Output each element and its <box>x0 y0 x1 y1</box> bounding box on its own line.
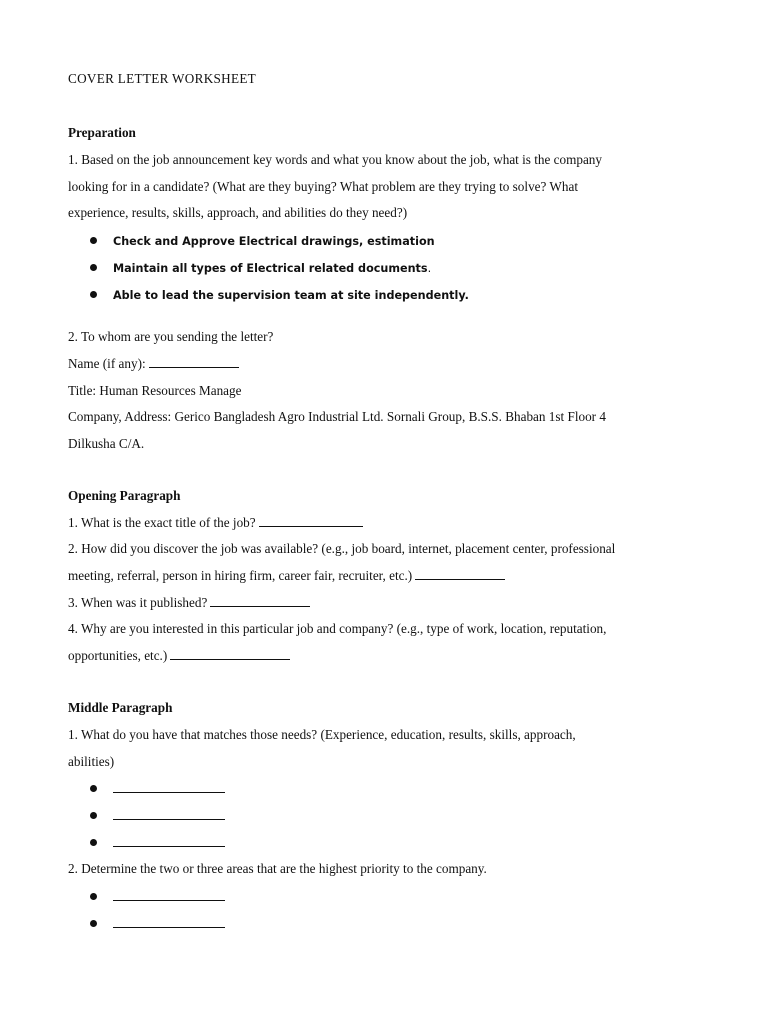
list-item <box>68 775 708 802</box>
published-date-blank[interactable] <box>210 594 310 607</box>
answer-blank[interactable] <box>113 780 225 793</box>
recipient-title-line: Title: Human Resources Manage <box>68 382 242 398</box>
answer-text: Able to lead the supervision team at site independently. <box>113 289 469 303</box>
list-item <box>68 802 708 829</box>
name-blank[interactable] <box>149 355 239 368</box>
opening-question-1-text: 1. What is the exact title of the job? <box>68 514 256 530</box>
middle-question-1-line-2: abilities) <box>68 753 115 769</box>
answer-text-tail: . <box>427 262 432 276</box>
opening-question-2-line-2 <box>68 563 708 590</box>
list-item <box>68 883 708 910</box>
name-label: Name (if any): <box>68 355 146 371</box>
list-item <box>68 254 708 281</box>
answer-blank[interactable] <box>113 888 225 901</box>
list-item <box>68 281 708 308</box>
bullet-icon <box>90 264 97 271</box>
preparation-question-1-line-3: experience, results, skills, approach, and abilities do they need?) <box>68 205 408 221</box>
middle-question-2: 2. Determine the two or three areas that are the highest priority to the company. <box>68 861 487 877</box>
answer-blank[interactable] <box>113 807 225 820</box>
company-address-line-1: Company, Address: Gerico Bangladesh Agro Industrial Ltd. Sornali Group, B.S.S. Bhaban 1st Floor 4 <box>68 409 606 425</box>
middle-answer-list-1 <box>68 775 708 856</box>
bullet-icon <box>90 839 97 846</box>
middle-answer-list-2 <box>68 883 708 937</box>
middle-question-1-line-1: 1. What do you have that matches those needs? (Experience, education, results, skills, approach, <box>68 726 576 742</box>
list-item <box>68 910 708 937</box>
bullet-icon <box>90 237 97 244</box>
company-address-line-2: Dilkusha C/A. <box>68 435 145 451</box>
preparation-question-1-line-2: looking for in a candidate? (What are they buying? What problem are they trying to solve? What <box>68 178 578 194</box>
opening-question-3-text: 3. When was it published? <box>68 594 208 610</box>
name-line <box>68 351 708 378</box>
section-heading-preparation: Preparation <box>68 125 136 140</box>
opening-question-2-line-1: 2. How did you discover the job was available? (e.g., job board, internet, placement center, professional <box>68 541 616 557</box>
document-title: COVER LETTER WORKSHEET <box>68 71 257 86</box>
section-heading-middle: Middle Paragraph <box>68 699 173 715</box>
worksheet-page <box>68 69 708 937</box>
list-item <box>68 829 708 856</box>
preparation-answer-list <box>68 227 708 308</box>
opening-question-4-text: opportunities, etc.) <box>68 648 168 664</box>
bullet-icon <box>90 893 97 900</box>
bullet-icon <box>90 920 97 927</box>
section-heading-opening: Opening Paragraph <box>68 487 181 503</box>
list-item <box>68 227 708 254</box>
bullet-icon <box>90 812 97 819</box>
opening-question-1 <box>68 510 708 537</box>
opening-question-4-line-1: 4. Why are you interested in this particular job and company? (e.g., type of work, location, reputation, <box>68 621 607 637</box>
job-title-blank[interactable] <box>259 514 363 527</box>
opening-question-2-text: meeting, referral, person in hiring firm, career fair, recruiter, etc.) <box>68 568 413 584</box>
discovery-source-blank[interactable] <box>415 567 505 580</box>
opening-question-4-line-2 <box>68 643 708 670</box>
bullet-icon <box>90 291 97 298</box>
opening-question-3 <box>68 590 708 617</box>
answer-blank[interactable] <box>113 834 225 847</box>
interest-reason-blank[interactable] <box>170 647 290 660</box>
answer-text: Check and Approve Electrical drawings, estimation <box>113 235 435 249</box>
answer-blank[interactable] <box>113 915 225 928</box>
bullet-icon <box>90 785 97 792</box>
preparation-question-1-line-1: 1. Based on the job announcement key words and what you know about the job, what is the company <box>68 152 602 167</box>
answer-text: Maintain all types of Electrical related documents <box>113 262 428 276</box>
preparation-question-2: 2. To whom are you sending the letter? <box>68 329 274 345</box>
